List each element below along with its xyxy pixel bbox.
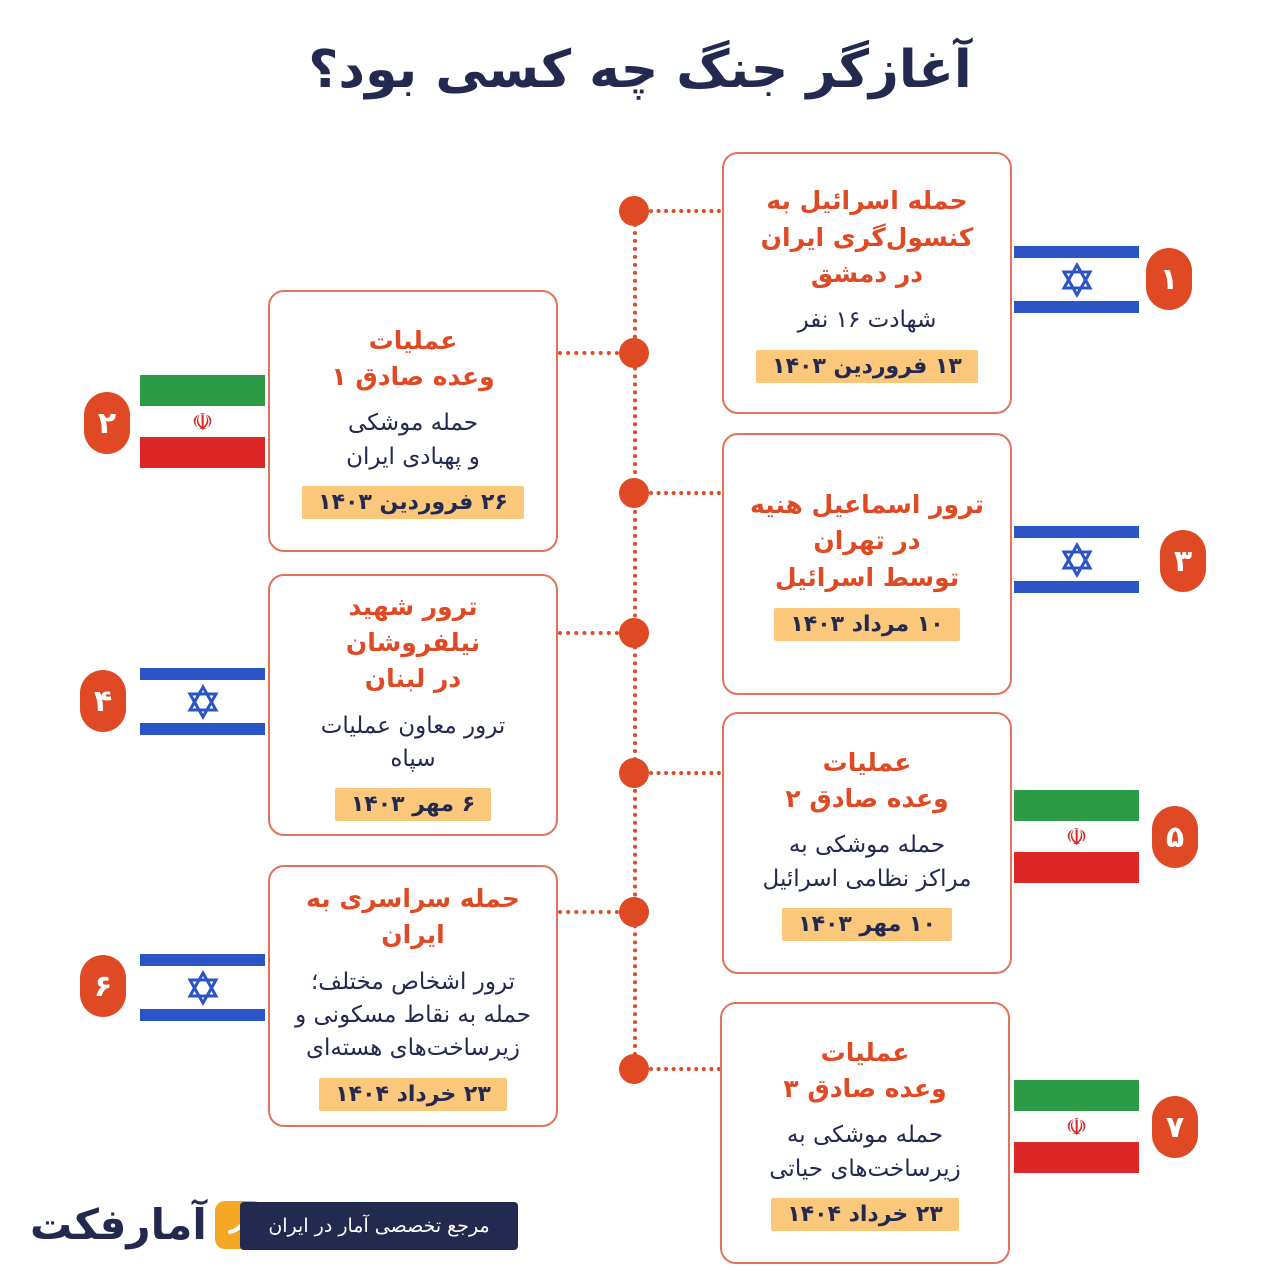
iran-flag [1014, 790, 1139, 883]
event-title: ترور اسماعیل هنیه در تهران توسط اسرائیل [749, 490, 985, 592]
event-number-badge: ۲ [84, 392, 130, 454]
page-title: آغازگر جنگ چه کسی بود؟ [308, 40, 972, 100]
timeline-dot [619, 897, 649, 927]
timeline-dot [619, 1054, 649, 1084]
event-description: ترور اشخاص مختلف؛ حمله به نقاط مسکونی و زیرساخت‌های هسته‌ای [295, 968, 531, 1062]
event-date: ۲۳ خرداد ۱۴۰۴ [771, 1198, 959, 1231]
israel-flag [140, 950, 265, 1025]
israel-flag [140, 664, 265, 739]
event-title: ترور شهید نیلفروشان در لبنان [345, 591, 481, 694]
event-description: حمله موشکی به مراکز نظامی اسرائیل [762, 832, 972, 892]
event-card-3 [722, 433, 1012, 695]
brand-tagline: مرجع تخصصی آمار در ایران [240, 1202, 518, 1250]
event-title: عملیات وعده صادق ۱ [331, 325, 495, 392]
event-date: ۲۳ خرداد ۱۴۰۴ [319, 1078, 507, 1111]
israel-flag [1014, 522, 1139, 597]
timeline-connector [649, 209, 721, 213]
iran-emblem-icon: ☫ [1065, 822, 1088, 851]
event-date: ۱۰ مرداد ۱۴۰۳ [774, 608, 959, 641]
event-number-badge: ۶ [80, 955, 126, 1017]
timeline-connector [558, 631, 619, 635]
event-card-1 [722, 152, 1012, 414]
event-card-5 [722, 712, 1012, 974]
timeline-dot [619, 196, 649, 226]
brand-logo-text: آمارفکت [30, 1200, 207, 1249]
timeline-connector [649, 771, 721, 775]
event-title: حمله سراسری به ایران [306, 884, 520, 950]
iran-flag [1014, 1080, 1139, 1173]
event-date: ۲۶ فروردین ۱۴۰۳ [302, 486, 524, 519]
timeline-connector [649, 491, 721, 495]
event-description: حمله موشکی و پهبادی ایران [346, 410, 480, 470]
timeline-connector [649, 1067, 721, 1071]
event-date: ۱۳ فروردین ۱۴۰۳ [756, 350, 978, 383]
event-number-badge: ۳ [1160, 530, 1206, 592]
event-number-badge: ۵ [1152, 806, 1198, 868]
event-description: شهادت ۱۶ نفر [797, 307, 937, 334]
event-card-6 [268, 865, 558, 1127]
israel-flag [1014, 242, 1139, 317]
event-number-badge: ۴ [80, 670, 126, 732]
event-description: حمله موشکی به زیرساخت‌های حیاتی [769, 1122, 961, 1182]
timeline-dot [619, 758, 649, 788]
event-card-2 [268, 290, 558, 552]
timeline-connector [558, 351, 619, 355]
iran-emblem-icon: ☫ [191, 407, 214, 436]
iran-flag [140, 375, 265, 468]
event-title: عملیات وعده صادق ۲ [785, 747, 949, 814]
event-card-4 [268, 574, 558, 836]
timeline-dot [619, 338, 649, 368]
timeline-dot [619, 618, 649, 648]
event-number-badge: ۷ [1152, 1096, 1198, 1158]
brand-logo [30, 1200, 263, 1249]
event-title: عملیات وعده صادق ۳ [783, 1037, 947, 1104]
iran-emblem-icon: ☫ [1065, 1112, 1088, 1141]
event-description: ترور معاون عملیات سپاه [320, 712, 506, 772]
event-date: ۱۰ مهر ۱۴۰۳ [782, 908, 952, 941]
event-title: حمله اسرائیل به کنسول‌گری ایران در دمشق [760, 186, 974, 288]
timeline-dot [619, 478, 649, 508]
event-number-badge: ۱ [1146, 248, 1192, 310]
event-card-7 [720, 1002, 1010, 1264]
timeline-connector [558, 910, 619, 914]
event-date: ۶ مهر ۱۴۰۳ [335, 788, 491, 821]
